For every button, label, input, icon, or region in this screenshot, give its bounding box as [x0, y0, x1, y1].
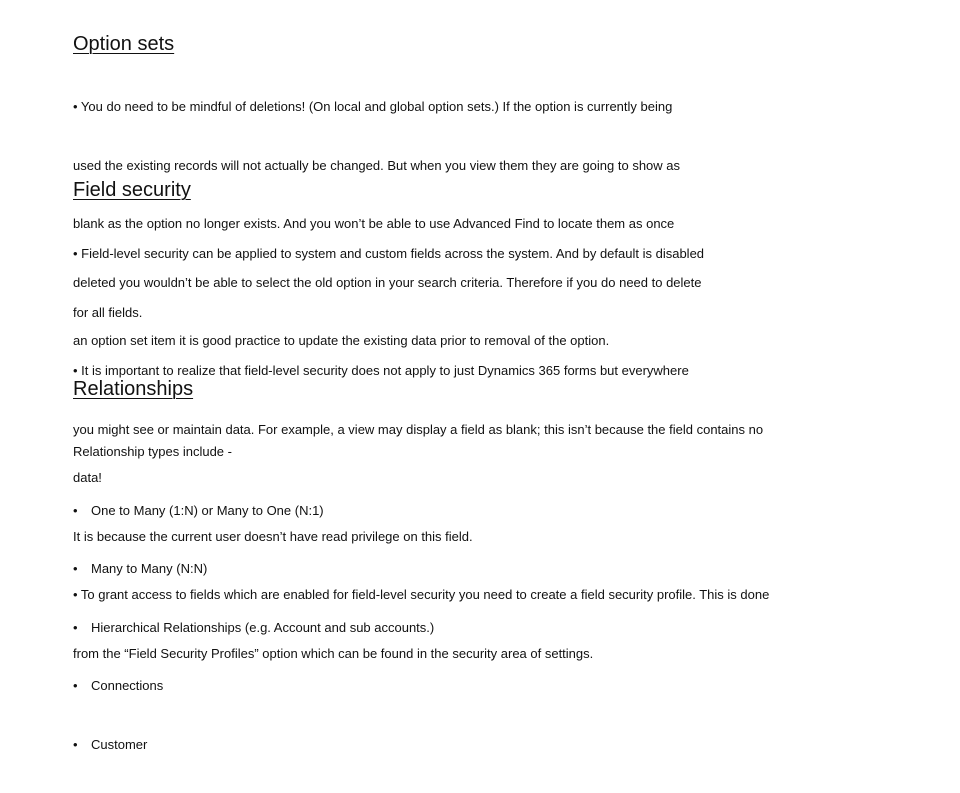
list-item-text: One to Many (1:N) or Many to One (N:1)	[91, 502, 324, 518]
list-item-text: Customer	[91, 736, 148, 752]
text-line: • It is important to realize that field-level security does not apply to just Dynamics 365 forms but everywhere	[73, 363, 689, 378]
text-line: • To grant access to fields which are enabled for field-level security you need to create a field security profile. This is done	[73, 587, 770, 602]
list-item-text: Hierarchical Relationships (e.g. Account and sub accounts.)	[91, 619, 435, 635]
text-line: an option set item it is good practice to update the existing data prior to removal of the option.	[73, 333, 610, 348]
text-line: blank as the option no longer exists. And you won’t be able to use Advanced Find to locate them as once	[73, 216, 675, 231]
paragraph	[73, 403, 903, 793]
text-line: used the existing records will not actually be changed. But when you view them they are going to show as	[73, 157, 681, 173]
intro-text: Relationship types include -	[73, 444, 232, 459]
list-item	[73, 676, 903, 696]
list-item	[73, 735, 903, 755]
section-heading: Option sets	[73, 33, 175, 55]
bullet-icon: •	[73, 502, 78, 518]
text-line: for all fields.	[73, 304, 143, 320]
list-item	[73, 501, 903, 521]
list-item-text: Connections	[91, 678, 164, 693]
bullet-icon: •	[73, 678, 78, 693]
text-line: It is because the current user doesn’t have read privilege on this field.	[73, 528, 473, 544]
text-line: • You do need to be mindful of deletions! (On local and global option sets.) If the option is currently being	[73, 99, 673, 114]
list-item	[73, 559, 903, 579]
bullet-icon: •	[73, 619, 78, 635]
text-line: deleted you wouldn’t be able to select the old option in your search criteria. Therefore if you do need to delete	[73, 274, 702, 290]
section-relationships	[73, 377, 903, 401]
section-heading: Relationships	[73, 378, 194, 400]
section-relationships-body	[73, 403, 903, 793]
text-line: from the “Field Security Profiles” option which can be found in the security area of settings.	[73, 645, 594, 661]
text-line: you might see or maintain data. For example, a view may display a field as blank; this isn’t because the field contains no	[73, 421, 764, 437]
text-line: • Field-level security can be applied to system and custom fields across the system. And by default is disabled	[73, 246, 705, 261]
list-item-text: Many to Many (N:N)	[91, 561, 208, 576]
section-field-security	[73, 178, 903, 202]
text-line: data!	[73, 470, 102, 485]
bullet-icon: •	[73, 736, 78, 752]
bullet-icon: •	[73, 561, 78, 576]
list-item	[73, 618, 903, 638]
section-option-sets	[73, 32, 903, 56]
section-heading: Field security	[73, 179, 191, 201]
